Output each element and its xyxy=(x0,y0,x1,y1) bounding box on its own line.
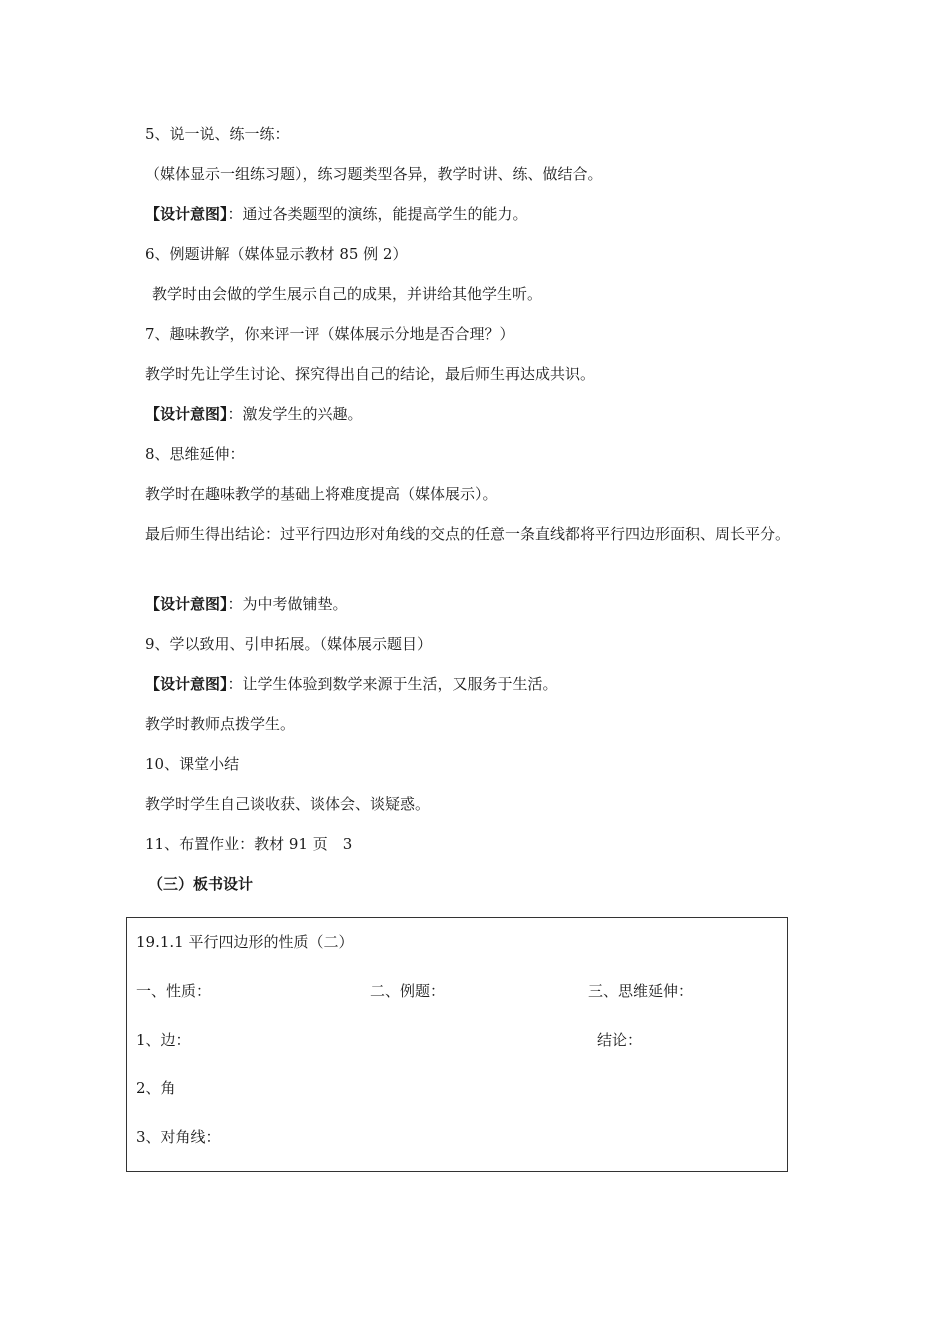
board-item-sides: 1、边： xyxy=(136,1031,191,1049)
step-9-heading: 9、学以致用、引申拓展。（媒体展示题目） xyxy=(145,635,433,653)
step-8-design-intent xyxy=(145,594,348,614)
design-intent-label: 【设计意图】 xyxy=(145,595,228,613)
design-intent-label: 【设计意图】 xyxy=(145,205,228,223)
board-design-heading: （三）板书设计 xyxy=(148,875,254,893)
step-5-design-intent xyxy=(145,204,528,224)
step-7-design-intent xyxy=(145,404,363,424)
board-col-extension: 三、思维延伸： xyxy=(588,982,694,1000)
step-7-heading: 7、趣味教学，你来评一评（媒体展示分地是否合理？） xyxy=(145,325,515,343)
design-intent-text: ：让学生体验到数学来源于生活，又服务于生活。 xyxy=(227,675,558,693)
board-item-angles: 2、角 xyxy=(136,1079,176,1097)
step-8-heading: 8、思维延伸： xyxy=(145,445,245,463)
step-9-description: 教学时教师点拨学生。 xyxy=(145,715,296,733)
design-intent-text: ：通过各类题型的演练，能提高学生的能力。 xyxy=(227,205,528,223)
step-10-description: 教学时学生自己谈收获、谈体会、谈疑惑。 xyxy=(145,795,431,813)
board-col-properties: 一、性质： xyxy=(136,982,212,1000)
design-intent-label: 【设计意图】 xyxy=(145,675,228,693)
step-8-description: 教学时在趣味教学的基础上将难度提高（媒体展示）。 xyxy=(145,485,498,503)
board-design-box xyxy=(126,917,788,1172)
step-5-heading: 5、说一说、练一练： xyxy=(145,125,290,143)
board-title: 19.1.1 平行四边形的性质（二） xyxy=(136,933,354,951)
step-8-conclusion: 最后师生得出结论：过平行四边形对角线的交点的任意一条直线都将平行四边形面积、周长平分。 xyxy=(145,525,791,543)
board-conclusion: 结论： xyxy=(597,1031,643,1049)
step-6-heading: 6、例题讲解（媒体显示教材 85 例 2） xyxy=(145,245,408,263)
step-5-description: （媒体显示一组练习题），练习题类型各异，教学时讲、练、做结合。 xyxy=(145,165,603,183)
design-intent-text: ：激发学生的兴趣。 xyxy=(227,405,363,423)
design-intent-label: 【设计意图】 xyxy=(145,405,228,423)
step-7-description: 教学时先让学生讨论、探究得出自己的结论，最后师生再达成共识。 xyxy=(145,365,596,383)
step-9-design-intent xyxy=(145,674,558,694)
step-11-homework: 11、布置作业：教材 91 页 3 xyxy=(145,835,353,853)
step-6-description: 教学时由会做的学生展示自己的成果，并讲给其他学生听。 xyxy=(152,285,543,303)
board-item-diagonals: 3、对角线： xyxy=(136,1128,221,1146)
board-col-examples: 二、例题： xyxy=(370,982,446,1000)
step-10-heading: 10、课堂小结 xyxy=(145,755,240,773)
design-intent-text: ：为中考做铺垫。 xyxy=(227,595,348,613)
